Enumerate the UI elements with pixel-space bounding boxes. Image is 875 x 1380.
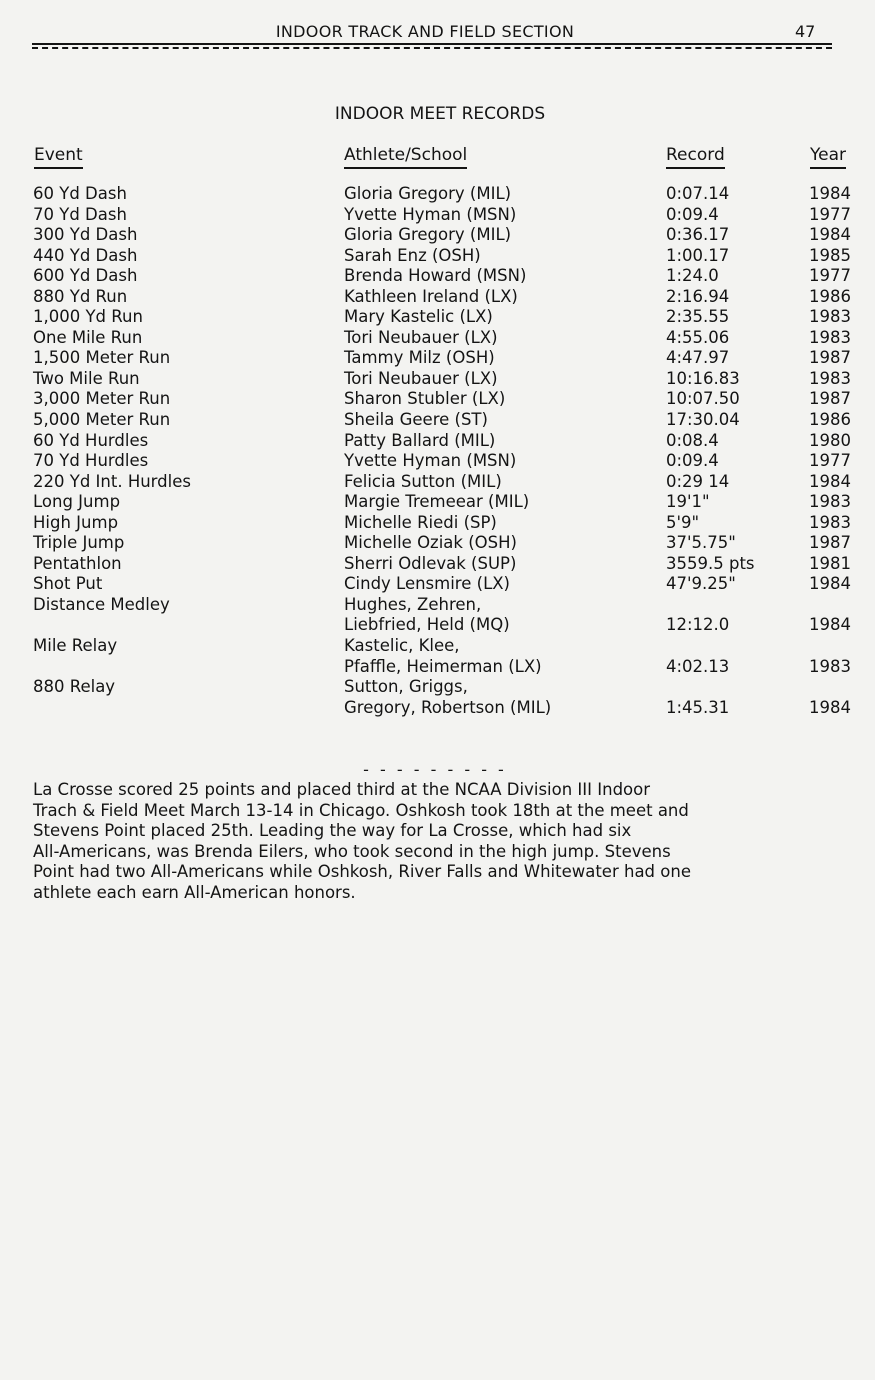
- record-athlete: Sharon Stubler (LX): [344, 389, 506, 409]
- record-year: 1983: [809, 656, 851, 676]
- table-row: [0, 431, 875, 452]
- record-value: 47'9.25": [666, 574, 736, 594]
- record-value: 0:07.14: [666, 184, 730, 203]
- table-row: [0, 266, 875, 287]
- table-row: [0, 451, 875, 472]
- page-number: 47: [795, 22, 816, 41]
- record-event: 60 Yd Dash: [33, 184, 127, 203]
- record-year: 1985: [809, 245, 851, 265]
- record-athlete: Cindy Lensmire (LX): [344, 574, 510, 594]
- record-year: 1987: [809, 348, 851, 368]
- record-event: Long Jump: [33, 492, 121, 512]
- record-athlete: Tammy Milz (OSH): [344, 348, 495, 368]
- table-row: [0, 307, 875, 328]
- record-value: 10:07.50: [666, 389, 740, 409]
- column-header-athlete: Athlete/School: [344, 145, 467, 169]
- record-athlete: Gloria Gregory (MIL): [344, 184, 512, 203]
- table-row: [0, 246, 875, 267]
- record-athlete: Mary Kastelic (LX): [344, 307, 493, 327]
- record-value: 3559.5 pts: [666, 553, 755, 573]
- record-value: 1:45.31: [666, 697, 730, 717]
- table-row: [0, 184, 875, 205]
- record-athlete: Michelle Oziak (OSH): [344, 533, 517, 553]
- record-year: 1984: [809, 225, 851, 245]
- record-event: Pentathlon: [33, 553, 122, 573]
- record-value: 17:30.04: [666, 410, 740, 430]
- record-event: Distance Medley: [33, 594, 170, 614]
- record-event: 600 Yd Dash: [33, 266, 138, 286]
- record-event: 1,500 Meter Run: [33, 348, 171, 368]
- record-event: 70 Yd Hurdles: [33, 451, 149, 471]
- record-value: 12:12.0: [666, 615, 730, 635]
- column-header-record: Record: [666, 145, 725, 169]
- separator: - - - - - - - - -: [363, 760, 507, 779]
- record-event: 300 Yd Dash: [33, 225, 138, 245]
- column-header-event: Event: [34, 145, 83, 169]
- record-year: 1983: [809, 492, 851, 512]
- record-year: 1984: [809, 615, 851, 635]
- table-row: [0, 328, 875, 349]
- record-year: 1987: [809, 533, 851, 553]
- record-value: 19'1": [666, 492, 710, 512]
- record-event: Two Mile Run: [33, 368, 140, 388]
- record-year: 1986: [809, 286, 851, 306]
- table-row: [0, 657, 875, 678]
- record-athlete: Gregory, Robertson (MIL): [344, 697, 552, 717]
- record-athlete: Liebfried, Held (MQ): [344, 615, 510, 635]
- record-year: 1981: [809, 553, 851, 573]
- record-athlete: Sarah Enz (OSH): [344, 245, 481, 265]
- record-event: Mile Relay: [33, 636, 118, 656]
- table-row: [0, 410, 875, 431]
- record-athlete: Tori Neubauer (LX): [344, 368, 498, 388]
- record-year: 1983: [809, 512, 851, 532]
- record-event: 70 Yd Dash: [33, 204, 127, 224]
- record-athlete: Brenda Howard (MSN): [344, 266, 527, 286]
- record-value: 1:00.17: [666, 245, 730, 265]
- record-year: 1980: [809, 430, 851, 450]
- records-title: INDOOR MEET RECORDS: [334, 104, 546, 124]
- section-header-title: INDOOR TRACK AND FIELD SECTION: [275, 22, 575, 41]
- record-value: 37'5.75": [666, 533, 736, 553]
- table-row: [0, 205, 875, 226]
- record-year: 1984: [809, 574, 851, 594]
- table-row: [0, 595, 875, 616]
- record-event: One Mile Run: [33, 327, 143, 347]
- record-value: 0:29 14: [666, 471, 730, 491]
- record-year: 1977: [809, 204, 851, 224]
- table-row: [0, 636, 875, 657]
- record-year: 1983: [809, 307, 851, 327]
- column-header-year: Year: [810, 145, 846, 169]
- record-year: 1984: [809, 697, 851, 717]
- table-row: [0, 698, 875, 719]
- record-athlete: Sutton, Griggs,: [344, 677, 468, 697]
- record-athlete: Kathleen Ireland (LX): [344, 286, 518, 306]
- table-row: [0, 554, 875, 575]
- record-value: 0:09.4: [666, 204, 719, 224]
- table-row: [0, 348, 875, 369]
- record-value: 0:36.17: [666, 225, 730, 245]
- record-year: 1977: [809, 451, 851, 471]
- table-row: [0, 513, 875, 534]
- record-year: 1983: [809, 368, 851, 388]
- table-row: [0, 472, 875, 493]
- table-row: [0, 533, 875, 554]
- table-row: [0, 389, 875, 410]
- header-rule: [32, 43, 832, 45]
- record-athlete: Felicia Sutton (MIL): [344, 471, 502, 491]
- record-year: 1984: [809, 471, 851, 491]
- record-event: High Jump: [33, 512, 119, 532]
- record-value: 0:09.4: [666, 451, 719, 471]
- record-event: 880 Relay: [33, 677, 116, 697]
- record-event: 220 Yd Int. Hurdles: [33, 471, 191, 491]
- table-row: [0, 677, 875, 698]
- record-athlete: Hughes, Zehren,: [344, 594, 482, 614]
- record-year: 1986: [809, 410, 851, 430]
- record-athlete: Yvette Hyman (MSN): [344, 204, 517, 224]
- record-event: 3,000 Meter Run: [33, 389, 171, 409]
- record-year: 1987: [809, 389, 851, 409]
- record-athlete: Sheila Geere (ST): [344, 410, 488, 430]
- table-row: [0, 492, 875, 513]
- table-row: [0, 574, 875, 595]
- record-value: 0:08.4: [666, 430, 719, 450]
- record-year: 1977: [809, 266, 851, 286]
- record-event: 1,000 Yd Run: [33, 307, 143, 327]
- table-row: [0, 615, 875, 636]
- record-event: 60 Yd Hurdles: [33, 430, 149, 450]
- record-athlete: Pfaffle, Heimerman (LX): [344, 656, 542, 676]
- table-row: [0, 369, 875, 390]
- record-athlete: Sherri Odlevak (SUP): [344, 553, 517, 573]
- record-year: 1984: [809, 184, 851, 203]
- record-value: 4:02.13: [666, 656, 730, 676]
- record-year: 1983: [809, 327, 851, 347]
- record-value: 2:16.94: [666, 286, 730, 306]
- record-event: 440 Yd Dash: [33, 245, 138, 265]
- record-athlete: Yvette Hyman (MSN): [344, 451, 517, 471]
- record-value: 1:24.0: [666, 266, 719, 286]
- table-row: [0, 225, 875, 246]
- record-event: Triple Jump: [33, 533, 125, 553]
- record-value: 5'9": [666, 512, 700, 532]
- records-table: [0, 184, 875, 718]
- record-athlete: Tori Neubauer (LX): [344, 327, 498, 347]
- record-athlete: Gloria Gregory (MIL): [344, 225, 512, 245]
- record-value: 4:55.06: [666, 327, 730, 347]
- record-event: Shot Put: [33, 574, 103, 594]
- record-athlete: Margie Tremeear (MIL): [344, 492, 530, 512]
- record-event: 5,000 Meter Run: [33, 410, 171, 430]
- record-value: 2:35.55: [666, 307, 730, 327]
- record-athlete: Michelle Riedi (SP): [344, 512, 497, 532]
- header-rule-dashed: [32, 47, 832, 49]
- record-athlete: Kastelic, Klee,: [344, 636, 460, 656]
- record-event: 880 Yd Run: [33, 286, 128, 306]
- table-row: [0, 287, 875, 308]
- summary-paragraph: La Crosse scored 25 points and placed third at the NCAA Division III Indoor Trach & Field Meet March 13-14 in Chicago. Oshkosh took 18th at the meet and Stevens Point placed 25th. Leading the way for La Crosse, which had six All-Americans, was Brenda Eilers, who took second in the high jump. Stevens Point had two All-Americans while Oshkosh, River Falls and Whitewater had one athlete each earn All-American honors.: [33, 780, 691, 902]
- record-value: 10:16.83: [666, 368, 740, 388]
- record-athlete: Patty Ballard (MIL): [344, 430, 496, 450]
- record-value: 4:47.97: [666, 348, 730, 368]
